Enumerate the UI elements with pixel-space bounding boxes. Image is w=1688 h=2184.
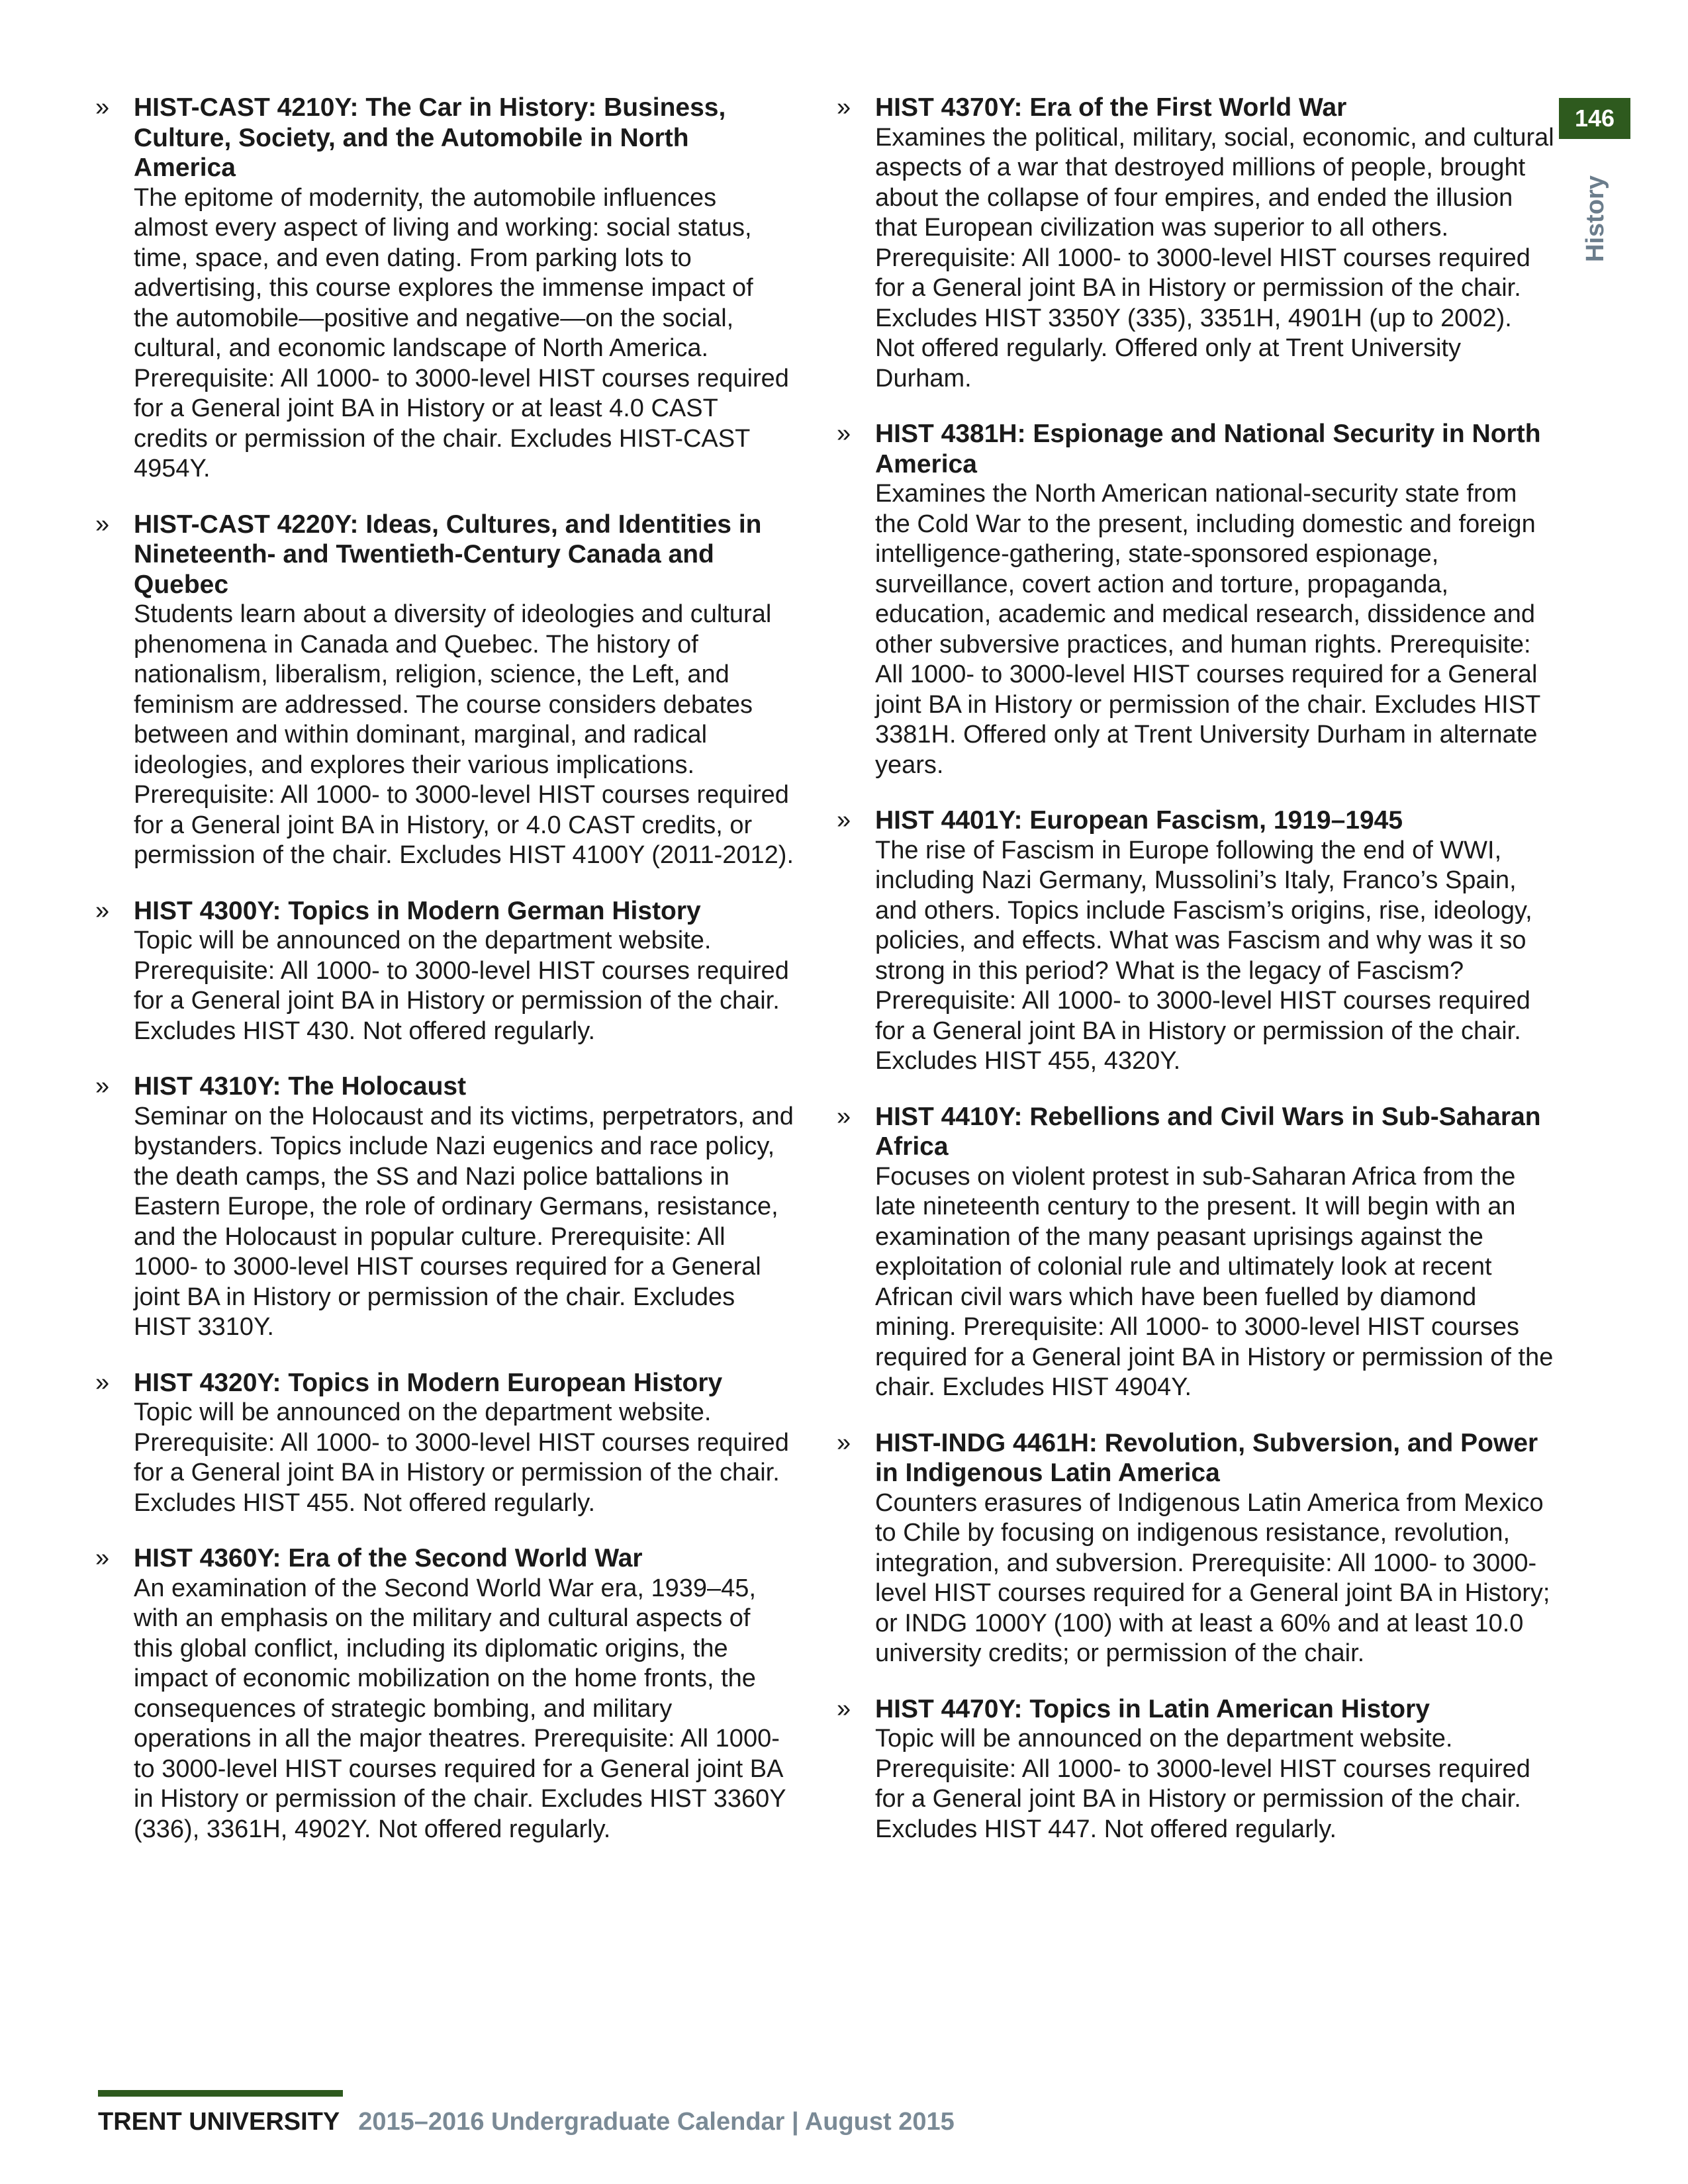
course-entry <box>834 1102 1556 1403</box>
course-description: The rise of Fascism in Europe following the end of WWI, including Nazi Germany, Mussolini’s Italy, Franco’s Spain, and others. Topics include Fascism’s origins, rise, ideology, policies, and effects. What was Fascism and why was it so strong in this period? What is the legacy of Fascism? Prerequisite: All 1000- to 3000-level HIST courses required for a General joint BA in History or permission of the chair. Excludes HIST 455, 4320Y. <box>875 836 1532 1075</box>
course-entry <box>93 896 794 1047</box>
course-body <box>875 1694 1556 1845</box>
course-title: HIST 4300Y: Topics in Modern German History <box>134 896 701 925</box>
course-body <box>134 510 794 871</box>
footer-calendar: 2015–2016 Undergraduate Calendar | August 2015 <box>358 2108 955 2136</box>
course-entry <box>834 93 1556 394</box>
course-body <box>134 1368 794 1519</box>
course-body <box>875 805 1556 1077</box>
bullet-icon: » <box>95 1544 110 1572</box>
course-title: HIST 4320Y: Topics in Modern European History <box>134 1368 723 1397</box>
right-column <box>834 93 1556 1870</box>
course-description: An examination of the Second World War era, 1939–45, with an emphasis on the military and cultural aspects of this global conflict, including its diplomatic origins, the impact of economic mobilization on the home fronts, the consequences of strategic bombing, and military operations in all the major theatres. Prerequisite: All 1000- to 3000-level HIST courses required for a General joint BA in History or permission of the chair. Excludes HIST 3360Y (336), 3361H, 4902Y. Not offered regularly. <box>134 1574 786 1843</box>
course-entry <box>93 93 794 484</box>
bullet-icon: » <box>837 93 851 121</box>
section-side-label <box>1575 165 1615 271</box>
course-body <box>875 1102 1556 1403</box>
bullet-icon: » <box>95 510 110 538</box>
course-description: Topic will be announced on the department website. Prerequisite: All 1000- to 3000-level HIST courses required for a General joint BA in History or permission of the chair. Excludes HIST 430. Not offered regularly. <box>134 927 789 1045</box>
course-title: HIST 4360Y: Era of the Second World War <box>134 1544 643 1572</box>
course-description: Seminar on the Holocaust and its victims, perpetrators, and bystanders. Topics include Nazi eugenics and race policy, the death camps, the SS and Nazi police battalions in Eastern Europe, the role of ordinary Germans, resistance, and the Holocaust in popular culture. Prerequisite: All 1000- to 3000-level HIST courses required for a General joint BA in History or permission of the chair. Excludes HIST 3310Y. <box>134 1102 794 1341</box>
footer-rule <box>98 2090 343 2097</box>
course-body <box>875 1428 1556 1669</box>
bullet-icon: » <box>837 1102 851 1130</box>
course-body <box>134 1071 794 1343</box>
section-label-text: History <box>1581 175 1609 262</box>
course-description: Focuses on violent protest in sub-Saharan Africa from the late nineteenth century to the present. It will begin with an examination of the many peasant uprisings against the exploitation of colonial rule and ultimately look at recent African civil wars which have been fuelled by diamond mining. Prerequisite: All 1000- to 3000-level HIST courses required for a General joint BA in History or permission of the chair. Excludes HIST 4904Y. <box>875 1162 1554 1401</box>
course-entry <box>93 1543 794 1844</box>
course-description: Examines the political, military, social, economic, and cultural aspects of a war that destroyed millions of people, brought about the collapse of four empires, and ended the illusion that European civilization was superior to all others. Prerequisite: All 1000- to 3000-level HIST courses required for a General joint BA in History or permission of the chair. Excludes HIST 3350Y (335), 3351H, 4901H (up to 2002). Not offered regularly. Offered only at Trent University Durham. <box>875 123 1554 392</box>
course-body <box>875 419 1556 780</box>
course-title: HIST 4401Y: European Fascism, 1919–1945 <box>875 806 1403 835</box>
course-description: Topic will be announced on the department website. Prerequisite: All 1000- to 3000-level HIST courses required for a General joint BA in History or permission of the chair. Excludes HIST 455. Not offered regularly. <box>134 1398 789 1517</box>
course-title: HIST 4310Y: The Holocaust <box>134 1072 467 1101</box>
course-description: The epitome of modernity, the automobile influences almost every aspect of living and working: social status, time, space, and even dating. From parking lots to advertising, this course explores the immense impact of the automobile—positive and negative—on the social, cultural, and economic landscape of North America. Prerequisite: All 1000- to 3000-level HIST courses required for a General joint BA in History or at least 4.0 CAST credits or permission of the chair. Excludes HIST-CAST 4954Y. <box>134 183 789 482</box>
page-footer <box>98 2108 955 2136</box>
course-body <box>134 93 794 484</box>
course-entry <box>834 1694 1556 1845</box>
course-body <box>134 1543 794 1844</box>
course-title: HIST 4381H: Espionage and National Security in North America <box>875 420 1541 478</box>
bullet-icon: » <box>95 896 110 925</box>
bullet-icon: » <box>95 1368 110 1396</box>
course-description: Topic will be announced on the department website. Prerequisite: All 1000- to 3000-level HIST courses required for a General joint BA in History or permission of the chair. Excludes HIST 447. Not offered regularly. <box>875 1725 1530 1843</box>
bullet-icon: » <box>837 420 851 447</box>
course-description: Students learn about a diversity of ideologies and cultural phenomena in Canada and Quebec. The history of nationalism, liberalism, religion, science, the Left, and feminism are addressed. The course considers debates between and within dominant, marginal, and radical ideologies, and explores their various implications. Prerequisite: All 1000- to 3000-level HIST courses required for a General joint BA in History, or 4.0 CAST credits, or permission of the chair. Excludes HIST 4100Y (2011-2012). <box>134 600 794 869</box>
course-entry <box>93 510 794 871</box>
course-entry <box>834 805 1556 1077</box>
bullet-icon: » <box>837 806 851 834</box>
page-number-badge: 146 <box>1559 98 1630 139</box>
course-title: HIST 4410Y: Rebellions and Civil Wars in Sub-Saharan Africa <box>875 1102 1541 1161</box>
bullet-icon: » <box>837 1694 851 1723</box>
course-description: Examines the North American national-security state from the Cold War to the present, including domestic and foreign intelligence-gathering, state-sponsored espionage, surveillance, covert action and torture, propaganda, education, academic and medical research, dissidence and other subversive practices, and human rights. Prerequisite: All 1000- to 3000-level HIST courses required for a General joint BA in History or permission of the chair. Excludes HIST 3381H. Offered only at Trent University Durham in alternate years. <box>875 480 1540 779</box>
bullet-icon: » <box>837 1428 851 1457</box>
course-entry <box>93 1368 794 1519</box>
course-body <box>134 896 794 1047</box>
course-title: HIST-INDG 4461H: Revolution, Subversion, and Power in Indigenous Latin America <box>875 1428 1538 1487</box>
bullet-icon: » <box>95 93 110 121</box>
course-description: Counters erasures of Indigenous Latin America from Mexico to Chile by focusing on indigenous resistance, revolution, integration, and subversion. Prerequisite: All 1000- to 3000-level HIST courses required for a General joint BA in History; or INDG 1000Y (100) with at least a 60% and at least 10.0 university credits; or permission of the chair. <box>875 1488 1550 1667</box>
course-title: HIST 4370Y: Era of the First World War <box>875 93 1347 122</box>
bullet-icon: » <box>95 1072 110 1100</box>
footer-university: TRENT UNIVERSITY <box>98 2108 340 2136</box>
course-title: HIST 4470Y: Topics in Latin American History <box>875 1694 1430 1723</box>
left-column <box>93 93 794 1870</box>
course-entry <box>834 419 1556 780</box>
course-entry <box>93 1071 794 1343</box>
course-title: HIST-CAST 4210Y: The Car in History: Business, Culture, Society, and the Automobile in North America <box>134 93 726 182</box>
course-body <box>875 93 1556 394</box>
course-title: HIST-CAST 4220Y: Ideas, Cultures, and Identities in Nineteenth- and Twentieth-Century Canada and Quebec <box>134 510 762 599</box>
course-entry <box>834 1428 1556 1669</box>
